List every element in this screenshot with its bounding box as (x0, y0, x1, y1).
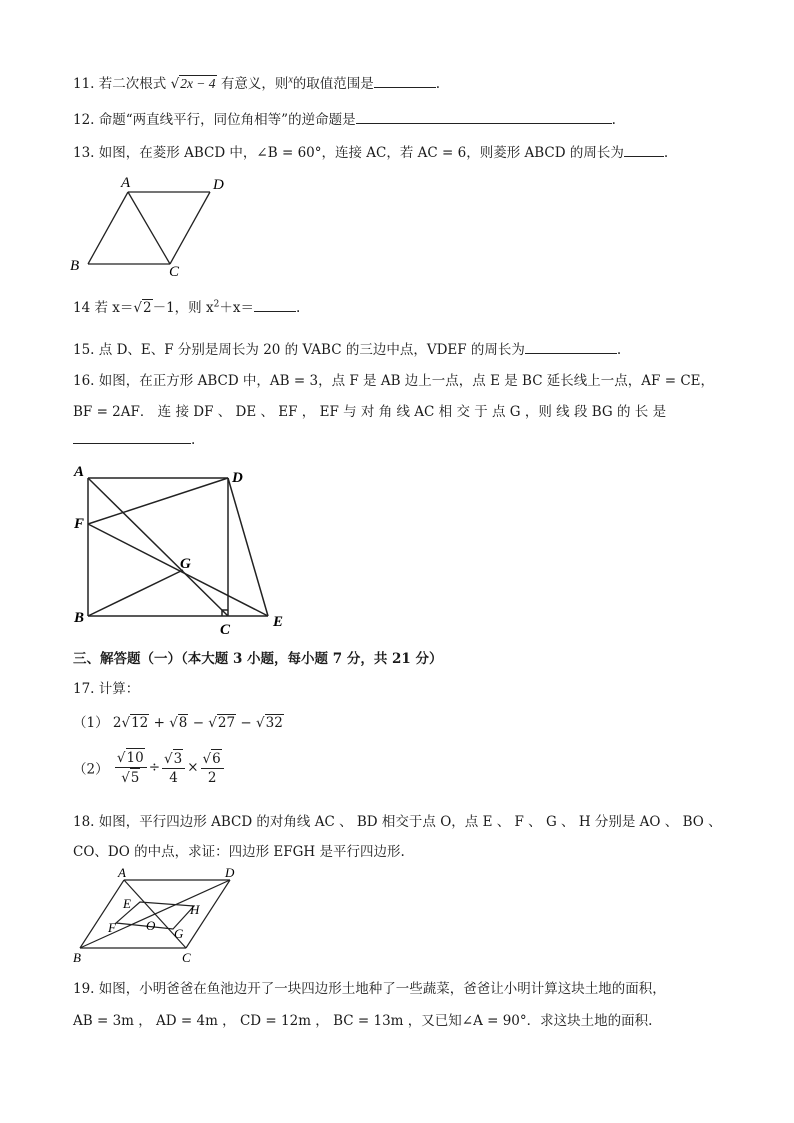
label-E: E (123, 896, 131, 911)
q13-number: 13. (73, 145, 95, 161)
label-F: F (74, 516, 85, 532)
q11-answer-blank[interactable] (374, 75, 436, 88)
label-O: O (146, 918, 156, 933)
q17-p1-radicand-3: 27 (217, 715, 236, 731)
q13-answer-blank[interactable] (624, 144, 664, 157)
question-18-line-2 (73, 840, 405, 860)
section-3-heading: 三、解答题（一）（本大题 3 小题，每小题 7 分，共 21 分） (73, 651, 443, 667)
label-B: B (70, 258, 80, 274)
question-14 (73, 296, 300, 316)
sqrt-icon: √ (121, 715, 131, 731)
q14-mid: －1，则 x (152, 300, 214, 316)
q17-p2-num-1: 10 (126, 750, 144, 766)
q17-part-2 (73, 748, 226, 787)
q14-pre: 若 x＝ (94, 300, 134, 316)
q11-mid: 有意义，则 (220, 76, 289, 92)
diagonal-AC (88, 478, 228, 616)
label-G: G (180, 556, 191, 572)
q17-p1-label: （1） (73, 715, 109, 731)
q18-line1: 如图，平行四边形 ABCD 的对角线 AC 、 BD 相交于点 O，点 E 、 F 、 G 、 H 分别是 AO 、 BO 、 (98, 814, 722, 830)
q13-text: 如图，在菱形 ABCD 中，∠B = 60°，连接 AC，若 AC = 6，则菱形 ABCD 的周长为 (98, 145, 624, 161)
q11-post: 的取值范围是 (292, 76, 374, 92)
question-19-line-1 (73, 977, 666, 997)
question-16-line-3 (73, 431, 195, 448)
q14-post: ＋x＝ (219, 300, 254, 316)
q17-number: 17. (73, 681, 95, 697)
q17-p2-den-3: 2 (207, 769, 217, 786)
sqrt-icon: √ (133, 300, 142, 316)
question-19-line-2 (73, 1009, 652, 1029)
q17-p2-label: （2） (73, 761, 109, 778)
q17-p1-radicand-1: 12 (131, 715, 149, 731)
q18-number: 18. (73, 814, 95, 830)
q11-radicand: 2x − 4 (180, 76, 216, 91)
q11-pre: 若二次根式 (98, 76, 167, 92)
segment-DE (228, 478, 268, 616)
q13-end: . (663, 145, 669, 161)
segment-DF (88, 478, 228, 524)
sqrt-icon: √ (256, 715, 265, 731)
sqrt-icon: √ (169, 715, 178, 731)
label-C: C (169, 264, 180, 280)
q14-end: . (295, 300, 301, 316)
label-C: C (182, 950, 191, 965)
q12-answer-blank[interactable] (356, 111, 612, 124)
q17-part-1 (73, 711, 284, 731)
q13-rhombus-figure (66, 172, 236, 282)
q14-number: 14 (73, 300, 91, 316)
question-16-line-1 (73, 369, 714, 389)
label-D: D (213, 177, 224, 193)
q18-line2: CO、DO 的中点，求证：四边形 EFGH 是平行四边形. (73, 844, 405, 860)
q16-square-figure (68, 458, 298, 638)
q12-number: 12. (73, 112, 95, 128)
question-12 (73, 108, 616, 128)
diagonal-AC (128, 192, 170, 264)
segment-BG (88, 570, 183, 616)
edge-DC (170, 192, 210, 264)
q11-var: x (288, 74, 293, 86)
q19-line1: 如图，小明爸爸在鱼池边开了一块四边形土地种了一些蔬菜，爸爸让小明计算这块土地的面积， (98, 981, 666, 997)
label-F: F (108, 920, 116, 935)
q17-text: 计算： (98, 681, 140, 697)
question-16-line-2 (73, 400, 666, 420)
q17-p1-op-2: − (192, 715, 204, 731)
q16-number: 16. (73, 373, 95, 389)
q15-end: . (616, 342, 622, 358)
q17-p1-op-1: + (153, 715, 165, 731)
label-C: C (220, 622, 231, 638)
q14-sup: 2 (213, 299, 220, 310)
q17-p2-den-2: 4 (169, 769, 178, 786)
q11-number: 11. (73, 76, 95, 92)
label-D: D (225, 866, 235, 880)
q17-p2-fraction-1: $\frac{√10}{√5}$ (115, 748, 147, 787)
q17-p2-fraction-2: $\frac{√3}{4}$ (162, 749, 185, 787)
q16-answer-blank[interactable] (73, 431, 191, 444)
q11-end: . (435, 76, 441, 92)
label-H: H (190, 902, 200, 917)
question-17 (73, 677, 139, 697)
q15-number: 15. (73, 342, 95, 358)
q17-p2-op-2: × (187, 759, 199, 776)
q15-answer-blank[interactable] (525, 341, 617, 354)
q16-end: . (191, 432, 196, 448)
q17-p2-den-1: 5 (130, 770, 140, 786)
sqrt-icon: √ (170, 76, 180, 92)
question-13 (73, 141, 668, 161)
q17-p2-num-3: 6 (212, 750, 221, 767)
q12-end: . (611, 112, 616, 128)
question-15 (73, 338, 621, 358)
q14-answer-blank[interactable] (254, 299, 296, 312)
question-11 (73, 72, 440, 92)
label-A: A (118, 866, 126, 880)
q17-p1-op-3: − (240, 715, 252, 731)
q18-parallelogram-figure (70, 866, 250, 966)
label-D: D (232, 470, 243, 486)
label-G: G (174, 926, 184, 941)
q16-line1: 如图，在正方形 ABCD 中，AB = 3，点 F 是 AB 边上一点，点 E 是 BC 延长线上一点，AF = CE， (98, 373, 715, 389)
edge-AB (88, 192, 128, 264)
q17-p1-radicand-4: 32 (265, 715, 283, 731)
q17-p1-radicand-2: 8 (178, 715, 188, 731)
q12-text: 命题“两直线平行，同位角相等”的逆命题是 (98, 112, 356, 128)
label-A: A (121, 175, 131, 191)
label-E: E (273, 614, 284, 630)
q17-p2-op-1: ÷ (148, 759, 160, 776)
label-A: A (74, 464, 85, 480)
label-B: B (74, 610, 85, 626)
q19-number: 19. (73, 981, 95, 997)
label-B: B (73, 950, 81, 965)
q15-text: 点 D、E、F 分别是周长为 20 的 VABC 的三边中点，VDEF 的周长为 (98, 342, 525, 358)
q16-line2: BF = 2AF． 连 接 DF 、 DE 、 EF ， EF 与 对 角 线 AC 相 交 于 点 G ，则 线 段 BG 的 长 是 (73, 404, 667, 420)
question-18-line-1 (73, 810, 722, 830)
sqrt-icon: √ (208, 715, 217, 731)
q17-p2-fraction-3: $\frac{√6}{2}$ (201, 749, 224, 787)
q17-p1-coef: 2 (112, 715, 122, 731)
q19-line2: AB = 3m ， AD = 4m ， CD = 12m ， BC = 13m ，又已知∠A = 90°．求这块土地的面积. (73, 1013, 653, 1029)
q17-p2-num-2: 3 (173, 750, 183, 767)
q14-radicand: 2 (143, 300, 152, 316)
